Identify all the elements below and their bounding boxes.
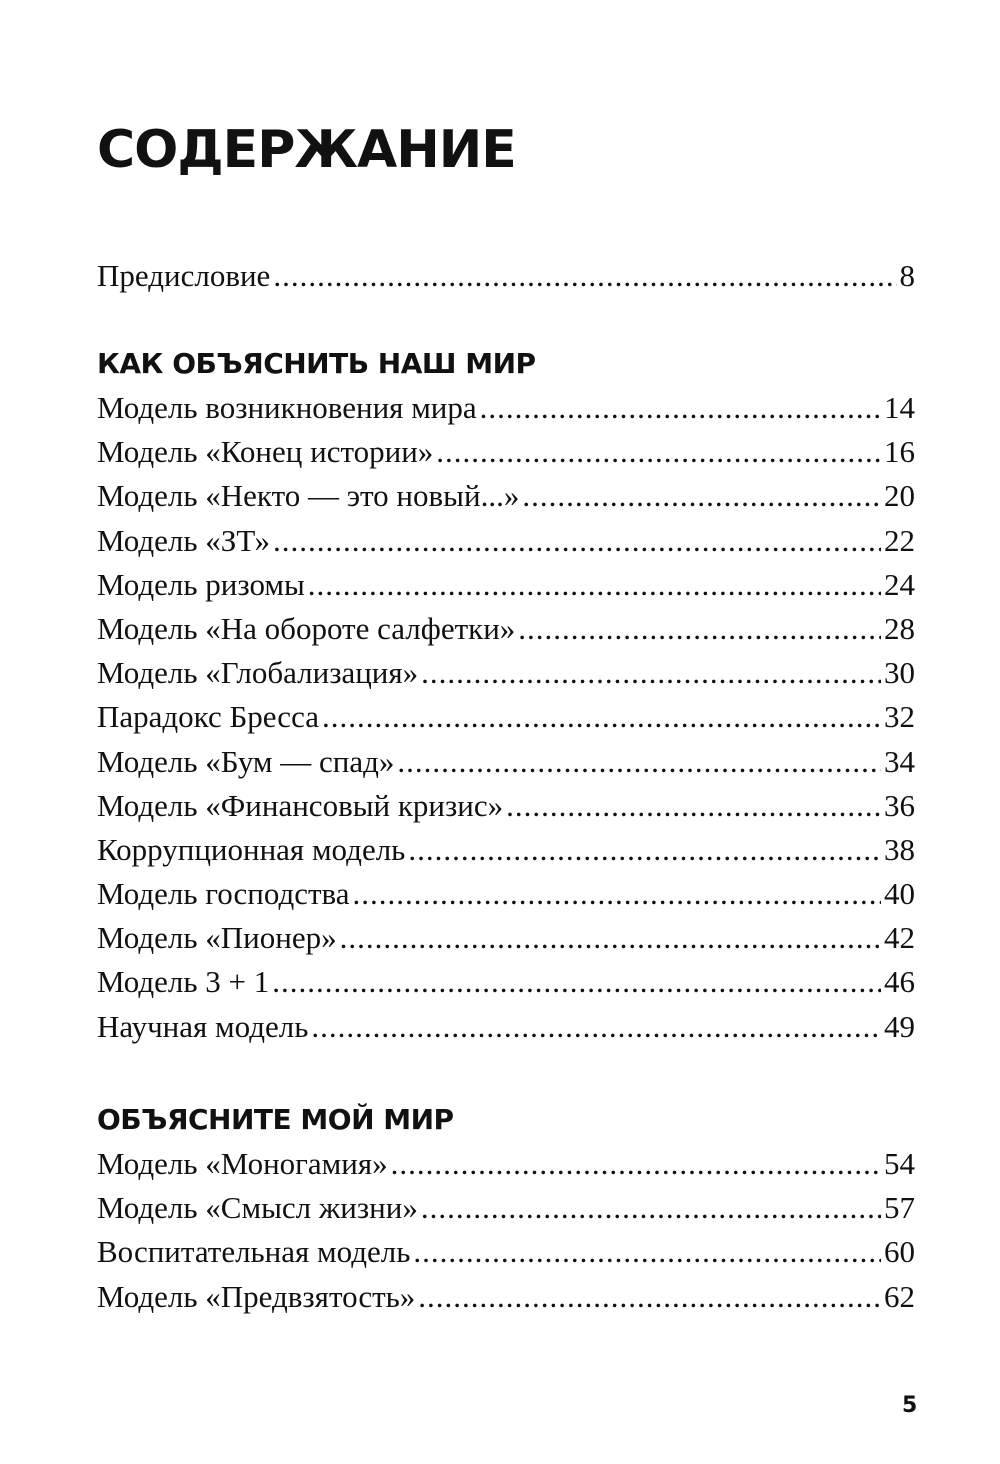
toc-entry-page: 20 — [884, 478, 915, 514]
toc-section-explain-my-world — [97, 1098, 915, 1319]
toc-entry-page: 32 — [884, 699, 915, 735]
toc-entry[interactable] — [97, 519, 915, 563]
toc-entry-page: 34 — [884, 743, 915, 779]
dot-leader — [522, 474, 881, 518]
section-title: КАК ОБЪЯСНИТЬ НАШ МИР — [97, 347, 536, 380]
dot-leader — [273, 254, 896, 298]
toc-entry-title: Модель возникновения мира — [97, 390, 477, 425]
page-number: 5 — [902, 1393, 918, 1418]
dot-leader — [272, 960, 881, 1004]
toc-entry[interactable] — [97, 740, 915, 784]
toc-preface — [97, 254, 915, 298]
dot-leader — [391, 1142, 881, 1186]
toc-entry-page: 22 — [884, 522, 915, 558]
page-title: СОДЕРЖАНИЕ — [97, 120, 516, 180]
toc-entry-title: Модель «Бум — спад» — [97, 743, 395, 779]
toc-entry-page: 54 — [884, 1146, 915, 1181]
toc-entry-page: 57 — [884, 1190, 915, 1226]
toc-section-explain-our-world — [97, 342, 915, 1049]
toc-entry[interactable] — [97, 960, 915, 1004]
dot-leader — [421, 1186, 881, 1230]
toc-entry-title: Предисловие — [97, 258, 271, 293]
toc-entry-page: 38 — [884, 831, 915, 867]
toc-entry[interactable] — [97, 1275, 915, 1319]
toc-entry-page: 8 — [899, 258, 915, 293]
toc-entry[interactable] — [97, 651, 915, 695]
dot-leader — [421, 651, 881, 695]
toc-entry-page: 36 — [884, 787, 915, 823]
toc-entry-page: 40 — [884, 876, 915, 912]
toc-entry[interactable] — [97, 872, 915, 916]
toc-entry-title: Модель «Смысл жизни» — [97, 1190, 418, 1226]
dot-leader — [506, 784, 881, 828]
toc-entry[interactable] — [97, 563, 915, 607]
toc-entry-title: Модель господства — [97, 876, 350, 912]
toc-entry-page: 42 — [884, 920, 915, 956]
dot-leader — [340, 916, 881, 960]
toc-entry-title: Модель «ЗТ» — [97, 522, 270, 558]
toc-entry-title: Модель «Конец истории» — [97, 434, 434, 470]
toc-entry[interactable] — [97, 1186, 915, 1230]
toc-entry-page: 28 — [884, 610, 915, 646]
dot-leader — [311, 1005, 881, 1049]
dot-leader — [480, 386, 881, 430]
dot-leader — [322, 695, 881, 739]
toc-entry[interactable] — [97, 474, 915, 518]
toc-entry-title: Модель «Некто — это новый...» — [97, 478, 520, 514]
toc-entry-page: 49 — [884, 1008, 915, 1044]
toc-entry-title: Воспитательная модель — [97, 1234, 411, 1270]
toc-entry-title: Модель «Глобализация» — [97, 655, 419, 691]
toc-entry-title: Модель ризомы — [97, 566, 305, 602]
toc-entry[interactable] — [97, 430, 915, 474]
toc-entry-title: Парадокс Бресса — [97, 699, 319, 735]
toc-entry[interactable] — [97, 695, 915, 739]
dot-leader — [436, 430, 881, 474]
dot-leader — [408, 828, 881, 872]
dot-leader — [353, 872, 881, 916]
toc-entry-preface[interactable] — [97, 254, 915, 298]
toc-entry-title: Модель «Моногамия» — [97, 1146, 388, 1181]
toc-entry[interactable] — [97, 1230, 915, 1274]
toc-list — [97, 386, 915, 1049]
toc-entry[interactable] — [97, 784, 915, 828]
toc-entry[interactable] — [97, 1142, 915, 1186]
toc-entry-page: 60 — [884, 1234, 915, 1270]
toc-entry[interactable] — [97, 386, 915, 430]
dot-leader — [413, 1230, 881, 1274]
toc-entry[interactable] — [97, 607, 915, 651]
toc-entry-title: Модель «Предвзятость» — [97, 1278, 416, 1314]
toc-entry[interactable] — [97, 916, 915, 960]
dot-leader — [418, 1275, 881, 1319]
toc-entry-page: 62 — [884, 1278, 915, 1314]
toc-entry-title: Коррупционная модель — [97, 831, 406, 867]
dot-leader — [273, 519, 881, 563]
toc-entry-page: 30 — [884, 655, 915, 691]
toc-entry-page: 16 — [884, 434, 915, 470]
section-title: ОБЪЯСНИТЕ МОЙ МИР — [97, 1103, 454, 1136]
toc-list — [97, 1142, 915, 1319]
dot-leader — [518, 607, 881, 651]
toc-entry-title: Модель «На обороте салфетки» — [97, 610, 516, 646]
toc-entry[interactable] — [97, 1005, 915, 1049]
toc-list — [97, 254, 915, 298]
toc-entry-title: Модель «Пионер» — [97, 920, 337, 956]
toc-entry-title: Научная модель — [97, 1008, 309, 1044]
dot-leader — [397, 740, 881, 784]
toc-entry-page: 14 — [884, 390, 915, 425]
toc-entry-page: 46 — [884, 964, 915, 1000]
toc-entry-title: Модель «Финансовый кризис» — [97, 787, 504, 823]
toc-entry-title: Модель 3 + 1 — [97, 964, 270, 1000]
dot-leader — [308, 563, 881, 607]
toc-entry[interactable] — [97, 828, 915, 872]
toc-entry-page: 24 — [884, 566, 915, 602]
